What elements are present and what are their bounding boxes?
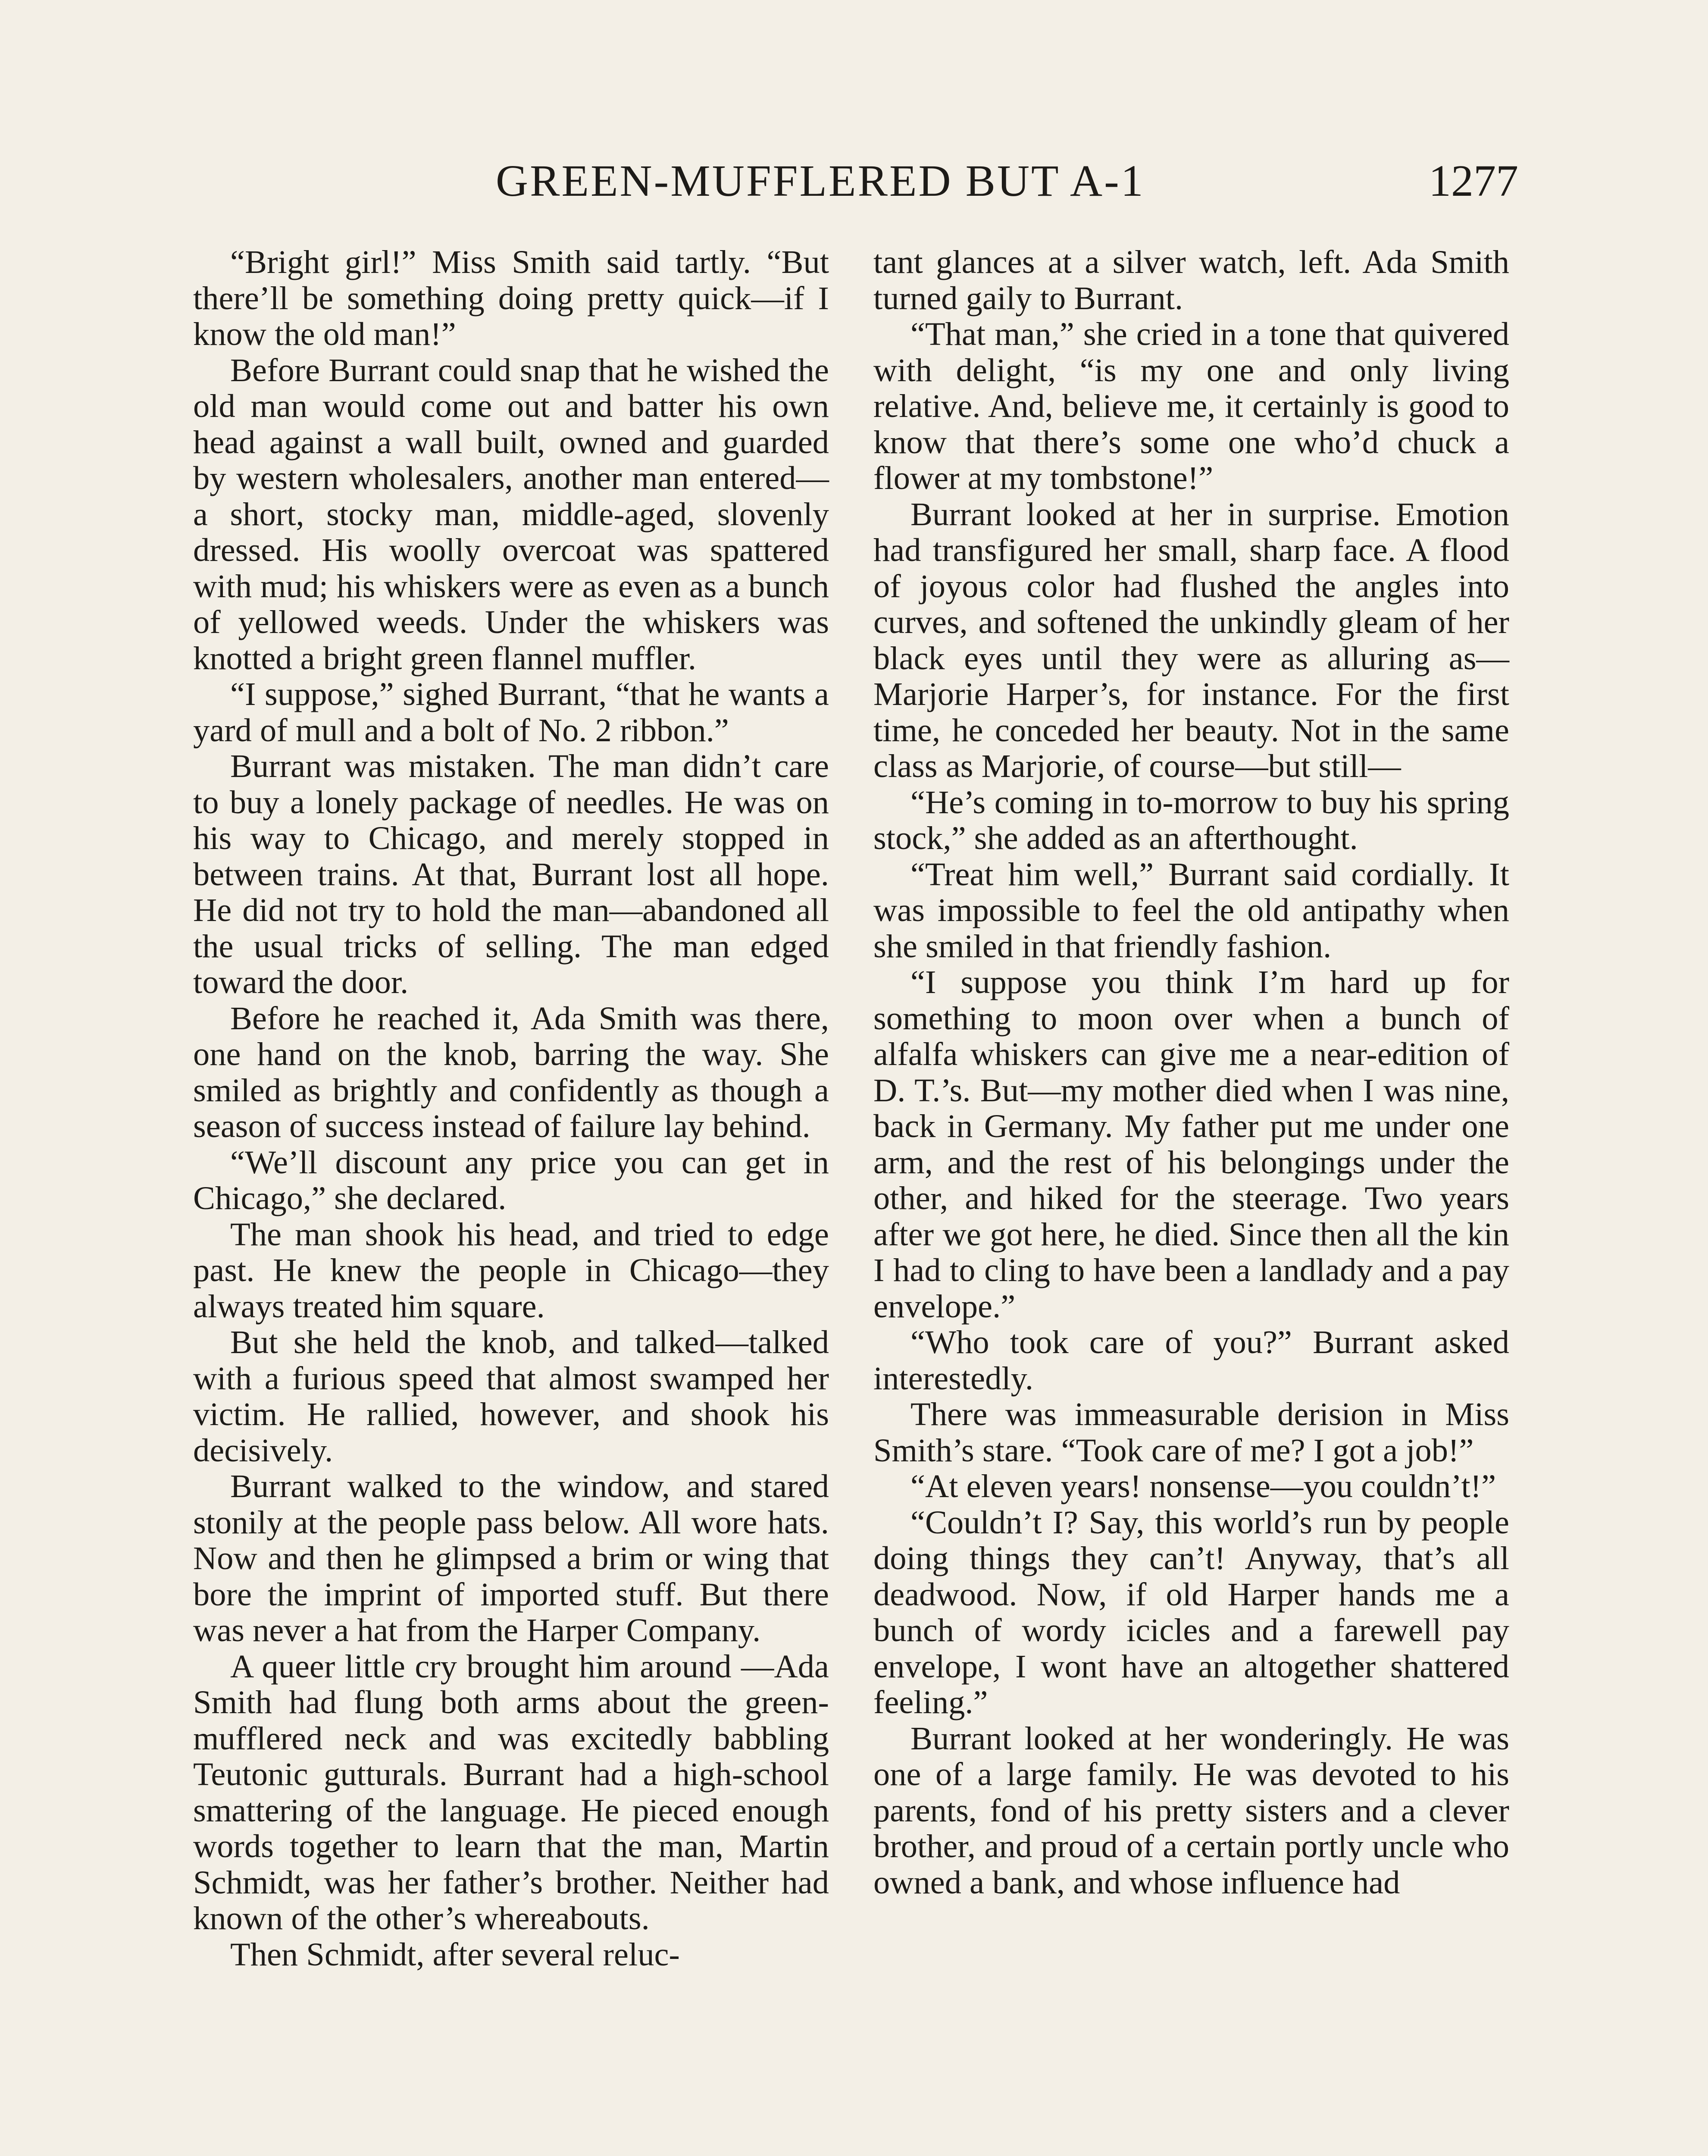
page-header <box>190 155 1518 220</box>
paragraph: Before Burrant could snap that he wished the old man would come out and batter his own head against a wall built, owned and guarded by western wholesalers, another man entered—a short, stocky man, middle-aged, slovenly dressed. His woolly overcoat was spattered with mud; his whiskers were as even as a bunch of yellowed weeds. Under the whiskers was knotted a bright green flannel muffler. <box>193 351 829 677</box>
left-column <box>193 244 829 2156</box>
paragraph: “He’s coming in to-morrow to buy his spring stock,” she added as an afterthought. <box>873 783 1509 856</box>
page-number: 1277 <box>1429 156 1518 206</box>
paragraph: “I suppose,” sighed Burrant, “that he wants a yard of mull and a bolt of No. 2 ribbon.” <box>193 676 829 749</box>
running-head: GREEN-MUFFLERED BUT A-1 <box>496 156 1145 206</box>
paragraph: “Couldn’t I? Say, this world’s run by people doing things they can’t! Anyway, that’s all deadwood. Now, if old Harper hands me a bunch of wordy icicles and a farewell pay envelope, I wont have an altogether shattered feeling.” <box>873 1504 1509 1720</box>
paragraph: “Who took care of you?” Burrant asked interestedly. <box>873 1324 1509 1397</box>
paragraph: Burrant walked to the window, and stared stonily at the people pass below. All wore hats. Now and then he glimpsed a brim or wing that bore the imprint of imported stuff. But there was never a hat from the Harper Company. <box>193 1468 829 1648</box>
paragraph: “I suppose you think I’m hard up for something to moon over when a bunch of alfalfa whiskers can give me a near-edition of D. T.’s. But—my mother died when I was nine, back in Germany. My father put me under one arm, and the rest of his belongings under the other, and hiked for the steerage. Two years after we got here, he died. Since then all the kin I had to cling to have been a landlady and a pay envelope.” <box>873 964 1509 1325</box>
paragraph: There was immeasurable derision in Miss Smith’s stare. “Took care of me? I got a job!” <box>873 1396 1509 1469</box>
paragraph: “Treat him well,” Burrant said cordially. It was impossible to feel the old antipathy when she smiled in that friendly fashion. <box>873 856 1509 965</box>
paragraph: A queer little cry brought him around —Ada Smith had flung both arms about the green-mufflered neck and was excitedly babbling Teutonic gutturals. Burrant had a high-school smattering of the language. He pieced enough words together to learn that the man, Martin Schmidt, was her father’s brother. Neither had known of the other’s whereabouts. <box>193 1648 829 1937</box>
paragraph: “That man,” she cried in a tone that quivered with delight, “is my one and only living relative. And, believe me, it certainly is good to know that there’s some one who’d chuck a flower at my tombstone!” <box>873 316 1509 496</box>
continued-paragraph: tant glances at a silver watch, left. Ada Smith turned gaily to Burrant. <box>873 244 1509 317</box>
paragraph: Then Schmidt, after several reluc- <box>230 1936 680 1973</box>
paragraph: Burrant was mistaken. The man didn’t care to buy a lonely package of needles. He was on his way to Chicago, and merely stopped in between trains. At that, Burrant lost all hope. He did not try to hold the man—abandoned all the usual tricks of selling. The man edged toward the door. <box>193 748 829 1000</box>
paragraph: But she held the knob, and talked—talked with a furious speed that almost swamped her victim. He rallied, however, and shook his decisively. <box>193 1324 829 1469</box>
paragraph: “We’ll discount any price you can get in Chicago,” she declared. <box>193 1144 829 1216</box>
paragraph: “Bright girl!” Miss Smith said tartly. “But there’ll be something doing pretty quick—if I know the old man!” <box>193 244 829 352</box>
paragraph: Burrant looked at her in surprise. Emotion had transfigured her small, sharp face. A flood of joyous color had flushed the angles into curves, and softened the unkindly gleam of her black eyes until they were as alluring as—Marjorie Harper’s, for instance. For the first time, he conceded her beauty. Not in the same class as Marjorie, of course—but still— <box>873 495 1509 784</box>
text-columns <box>193 244 1509 2156</box>
paragraph: The man shook his head, and tried to edge past. He knew the people in Chicago—they always treated him square. <box>193 1216 829 1325</box>
paragraph: “At eleven years! nonsense—you couldn’t!” <box>910 1468 1496 1504</box>
right-column <box>873 244 1509 2156</box>
paragraph: Before he reached it, Ada Smith was there, one hand on the knob, barring the way. She smiled as brightly and confidently as though a season of success instead of failure lay behind. <box>193 1000 829 1144</box>
paragraph: Burrant looked at her wonderingly. He was one of a large family. He was devoted to his parents, fond of his pretty sisters and a clever brother, and proud of a certain portly uncle who owned a bank, and whose influence had <box>873 1720 1509 1901</box>
